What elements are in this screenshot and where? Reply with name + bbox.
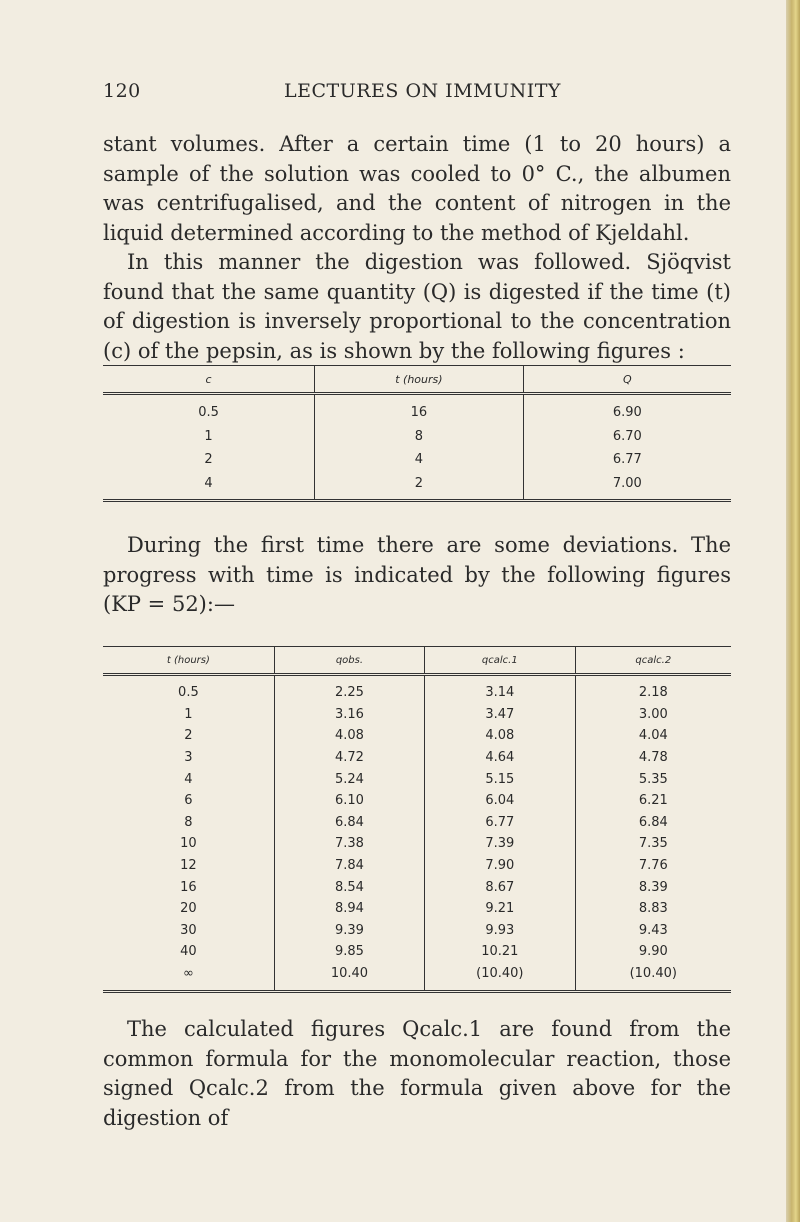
table-row: 4 2 7.00	[103, 472, 731, 501]
table-cell: 5.15	[425, 768, 576, 790]
table-cell: 10.21	[425, 941, 576, 963]
table-cell: 2.25	[274, 675, 424, 704]
table-cell: 9.43	[638, 922, 668, 938]
table-row	[103, 941, 731, 963]
table-cell: 4.04	[638, 728, 668, 744]
table-row	[103, 876, 731, 898]
paragraph-3: During the first time there are some deviations. The progress with time is indicated by the following figures (KP = 52):—	[103, 533, 731, 617]
table-cell: (10.40)	[425, 963, 576, 992]
table2-header-qcalc2: qcalc.2	[575, 647, 731, 675]
table-row	[103, 898, 731, 920]
table-cell: 5.35	[638, 771, 668, 787]
table-row	[103, 790, 731, 812]
table-cell: 40	[103, 941, 274, 963]
table-row	[103, 725, 731, 747]
table-cell: 3.14	[425, 675, 576, 704]
table-cell: 7.38	[274, 833, 424, 855]
table-cell: 9.93	[425, 920, 576, 942]
table-row	[103, 855, 731, 877]
paragraph-2: In this manner the digestion was followed. Sjöqvist found that the same quantity (Q) is digested if the time (t) of digestion is inversely proportional to the concentration (c) of the pepsin, as is shown by the following figures :	[103, 250, 731, 363]
table-cell: 8.94	[274, 898, 424, 920]
table-cell: 8.67	[425, 876, 576, 898]
table-cell: 4.08	[274, 725, 424, 747]
table1-header-q: Q	[523, 366, 731, 394]
concentration-table	[103, 365, 731, 502]
table-cell: 9.21	[425, 898, 576, 920]
table1-header-c: c	[103, 366, 315, 394]
table-cell: 4.78	[638, 750, 668, 766]
table-cell: 4	[103, 768, 274, 790]
table-cell: 6	[103, 790, 274, 812]
table-row	[103, 833, 731, 855]
table-cell: 6.77	[425, 812, 576, 834]
table-row	[103, 963, 731, 992]
table-cell: 8.83	[638, 901, 668, 917]
table-cell: 20	[103, 898, 274, 920]
table1-header-t: t (hours)	[315, 366, 524, 394]
table-cell: 6.10	[274, 790, 424, 812]
table-cell: 3	[103, 747, 274, 769]
table-cell: 1	[103, 704, 274, 726]
table-cell: 4.72	[274, 747, 424, 769]
paragraph-4: The calculated figures Qcalc.1 are found from the common formula for the monomolecular reaction, those signed Qcalc.2 from the formula given above for the digestion of	[103, 1017, 731, 1130]
table2-header-qobs: qobs.	[274, 647, 424, 675]
table-cell: 4.64	[425, 747, 576, 769]
table-row	[103, 812, 731, 834]
table2-header-qcalc1: qcalc.1	[425, 647, 576, 675]
table-cell: 7.39	[425, 833, 576, 855]
table-cell: 4.08	[425, 725, 576, 747]
table-row	[103, 704, 731, 726]
table-cell: 5.24	[274, 768, 424, 790]
table-row: 1 8 6.70	[103, 425, 731, 449]
table-cell: 7.90	[425, 855, 576, 877]
table-cell: 0.5	[103, 675, 274, 704]
table-cell: 8.54	[274, 876, 424, 898]
table2-header-t: t (hours)	[103, 647, 274, 675]
table-cell: ∞	[103, 963, 274, 992]
table-cell: 3.00	[638, 706, 668, 722]
progress-table	[103, 646, 731, 993]
page-number: 120	[103, 80, 141, 102]
table-cell: 9.85	[274, 941, 424, 963]
table-cell: 2.18	[638, 685, 668, 701]
table-cell: 30	[103, 920, 274, 942]
table-row	[103, 768, 731, 790]
table-row	[103, 747, 731, 769]
table-row: 2 4 6.77	[103, 448, 731, 472]
table-cell: 7.76	[638, 858, 668, 874]
table-cell: 9.90	[638, 944, 668, 960]
table-cell: 6.04	[425, 790, 576, 812]
table-cell: 6.84	[274, 812, 424, 834]
table-row	[103, 675, 731, 704]
table-cell: 16	[103, 876, 274, 898]
table-cell: 7.35	[638, 836, 668, 852]
table-cell: 10	[103, 833, 274, 855]
table-cell: (10.40)	[629, 966, 677, 982]
table-cell: 7.84	[274, 855, 424, 877]
table-row	[103, 920, 731, 942]
page-edge	[786, 0, 800, 1222]
table-cell: 8	[103, 812, 274, 834]
table-cell: 3.16	[274, 704, 424, 726]
table-cell: 3.47	[425, 704, 576, 726]
table-cell: 6.84	[638, 814, 668, 830]
table-cell: 9.39	[274, 920, 424, 942]
table-cell: 10.40	[274, 963, 424, 992]
table-cell: 6.21	[638, 793, 668, 809]
running-title: LECTURES ON IMMUNITY	[284, 80, 561, 102]
table-cell: 12	[103, 855, 274, 877]
paragraph-1: stant volumes. After a certain time (1 to 20 hours) a sample of the solution was cooled to 0° C., the albumen was centrifugalised, and the content of nitrogen in the liquid determined according to the method of Kjeldahl.	[103, 132, 731, 245]
table-row: 0.5 16 6.90	[103, 394, 731, 425]
table-cell: 8.39	[638, 879, 668, 895]
table-cell: 2	[103, 725, 274, 747]
